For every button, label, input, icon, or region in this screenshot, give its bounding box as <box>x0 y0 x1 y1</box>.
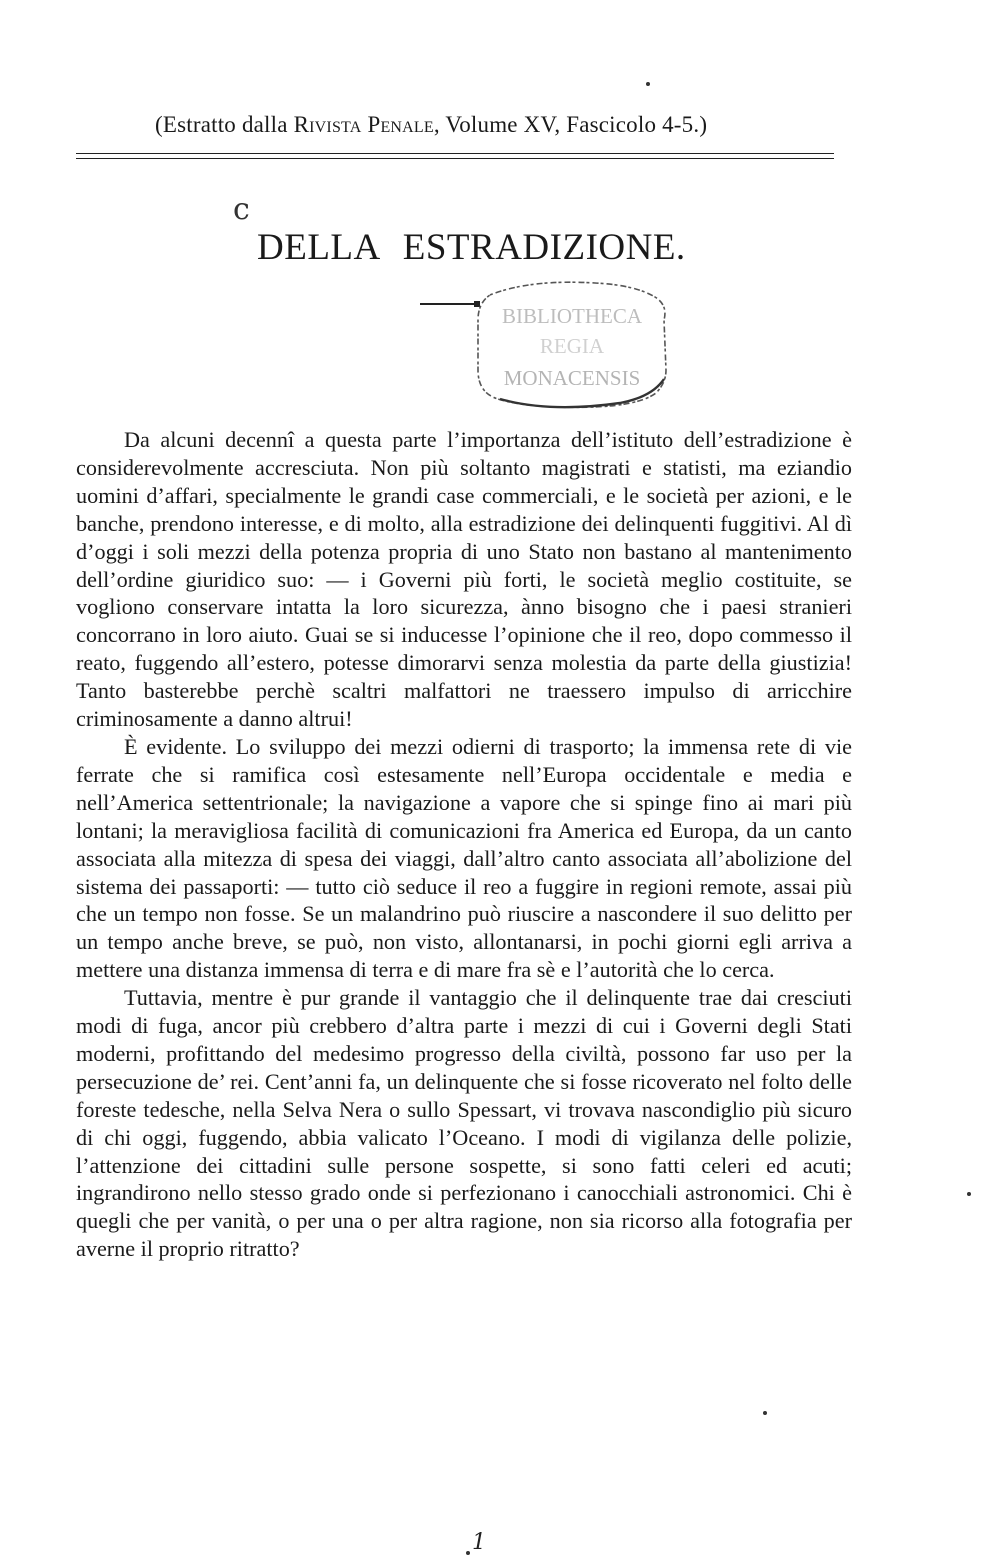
handwritten-mark: c <box>233 192 250 227</box>
article-title <box>257 226 686 269</box>
header-journal: Rivista Penale, <box>293 112 440 137</box>
header-rule-bottom <box>76 158 834 159</box>
stamp-text-line-1: BIBLIOTHECA <box>502 304 642 328</box>
article-body <box>76 426 852 1263</box>
ink-speck <box>646 82 650 86</box>
ink-speck <box>466 1551 470 1555</box>
stamp-line-end <box>474 301 480 307</box>
stamp-text-line-2: REGIA <box>539 334 605 358</box>
stamp-text-line-3: MONACENSIS <box>503 366 641 390</box>
paragraph-1: Da alcuni decennî a questa parte l’importanza dell’istituto dell’estradizione è considerevolmente accresciuta. Non più soltanto magistrati e statisti, ma eziandio uomini d’affari, specialmente le grandi case commerciali, e le società per azioni, e le banche, prendono interesse, e di molto, alla estradizione dei delinquenti fuggitivi. Al dì d’oggi i soli mezzi della potenza propria di uno Stato non bastano al mantenimento dell’ordine giuridico suo: — i Governi più forti, le società meglio costituite, se vogliono conservare intatta la loro sicurezza, ànno bisogno che i paesi stranieri concorrano in loro aiuto. Guai se si inducesse l’opinione che il reo, dopo commesso il reato, fuggendo all’estero, potesse dimorarvi senza molestia da parte della giustizia! Tanto basterebbe perchè scaltri malfattori ne traessero impulso di arricchire criminosamente a danno altrui! <box>76 427 852 732</box>
paragraph-2: È evidente. Lo sviluppo dei mezzi odierni di trasporto; la immensa rete di vie ferrate che si ramifica così estesamente nell’Europa occidentale e media e nell’America settentrionale; la navigazione a vapore che si spinge fino ai mari più lontani; la meravigliosa facilità di comunicazioni fra America ed Europa, da un canto associata alla mitezza di spesa dei viaggi, dall’altro canto associata all’abolizione del sistema dei passaporti: — tutto ciò seduce il reo a fuggire in regioni remote, assai più che un tempo non fosse. Se un malandrino può riuscire a nascondere il suo delitto per un tempo anche breve, se può, non visto, allontanarsi, in pochi giorni egli arriva a mettere una distanza immensa di terra e di mare fra sè e l’autorità che lo cerca. <box>76 733 852 983</box>
ink-speck <box>763 1411 767 1415</box>
title-word-2: ESTRADIZIONE. <box>402 227 686 268</box>
page-number: 1 <box>472 1530 486 1555</box>
ink-speck <box>967 1192 971 1196</box>
header-suffix: Volume XV, Fascicolo 4-5.) <box>445 112 708 137</box>
offprint-header <box>155 112 835 138</box>
title-word-1: DELLA <box>257 227 381 268</box>
header-prefix: (Estratto dalla <box>155 112 288 137</box>
header-rule-top <box>76 153 834 154</box>
paragraph-3: Tuttavia, mentre è pur grande il vantaggio che il delinquente trae dai cresciuti modi di fuga, ancor più crebbero d’altra parte i mezzi di cui i Governi degli Stati moderni, profittando del medesimo progresso della civiltà, possono far uso per la persecuzione de’ rei. Cent’anni fa, un delinquente che si fosse ricoverato nel folto delle foreste tedesche, nella Selva Nera o sullo Spessart, vi trovava nascondiglio più sicuro di chi oggi, fuggendo, abbia valicato l’Oceano. I modi di vigilanza delle polizie, l’attenzione dei cittadini sulle persone sospette, si sono fatti celeri ed acuti; ingrandirono nello stesso grado onde si perfezionano i canocchiali astronomici. Chi è quegli che per vanità, o per una o per altra ragione, non sia ricorso alla fotografia per averne il proprio ritratto? <box>76 985 852 1262</box>
library-stamp <box>420 275 680 415</box>
